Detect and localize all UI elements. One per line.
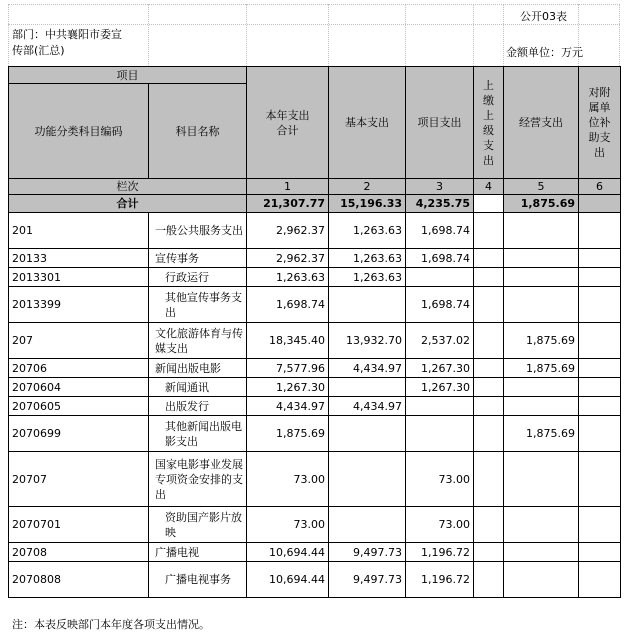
row-c2: 4,434.97 <box>329 397 406 416</box>
total-label: 合计 <box>9 195 247 213</box>
row-c6 <box>579 359 621 378</box>
row-c5 <box>504 213 579 249</box>
row-c1: 73.00 <box>247 452 329 507</box>
total-c2: 15,196.33 <box>329 195 406 213</box>
department-line-2: 传部(汇总) <box>12 44 65 57</box>
table-row <box>9 213 621 249</box>
table-row <box>9 507 621 543</box>
row-c6 <box>579 249 621 268</box>
table-row <box>9 378 621 397</box>
header-lanci: 栏次 <box>9 179 247 195</box>
row-c2: 13,932.70 <box>329 323 406 359</box>
total-c6 <box>579 195 621 213</box>
row-c1: 2,962.37 <box>247 249 329 268</box>
col-number-4: 4 <box>474 179 504 195</box>
table-row <box>9 268 621 287</box>
gridline <box>619 4 620 66</box>
table-row <box>9 543 621 562</box>
row-name: 文化旅游体育与传媒支出 <box>149 323 247 359</box>
col-number-3: 3 <box>406 179 474 195</box>
table-row <box>9 562 621 598</box>
row-c4 <box>474 416 504 452</box>
header-basic-expense: 基本支出 <box>329 67 406 179</box>
row-name: 新闻通讯 <box>149 378 247 397</box>
row-c3: 1,196.72 <box>406 562 474 598</box>
row-c5: 1,875.69 <box>504 323 579 359</box>
row-c2: 9,497.73 <box>329 543 406 562</box>
row-c2: 1,263.63 <box>329 249 406 268</box>
row-code: 20706 <box>9 359 149 378</box>
header-code: 功能分类科目编码 <box>9 84 149 179</box>
row-c5 <box>504 249 579 268</box>
header-project-expense: 项目支出 <box>406 67 474 179</box>
row-c5 <box>504 397 579 416</box>
row-name: 资助国产影片放映 <box>149 507 247 543</box>
row-c3: 73.00 <box>406 452 474 507</box>
table-row <box>9 397 621 416</box>
row-c1: 1,263.63 <box>247 268 329 287</box>
row-c4 <box>474 249 504 268</box>
col-number-6: 6 <box>579 179 621 195</box>
gridline <box>503 4 504 66</box>
row-c3 <box>406 397 474 416</box>
row-c6 <box>579 213 621 249</box>
row-c5 <box>504 287 579 323</box>
header-name: 科目名称 <box>149 84 247 179</box>
row-c2: 1,263.63 <box>329 268 406 287</box>
row-c1: 10,694.44 <box>247 562 329 598</box>
table-row <box>9 452 621 507</box>
row-name: 广播电视事务 <box>149 562 247 598</box>
total-c4 <box>474 195 504 213</box>
row-c5 <box>504 507 579 543</box>
table-row <box>9 323 621 359</box>
row-code: 2013399 <box>9 287 149 323</box>
row-c4 <box>474 378 504 397</box>
row-c2 <box>329 507 406 543</box>
row-c3 <box>406 268 474 287</box>
row-c6 <box>579 323 621 359</box>
row-c4 <box>474 397 504 416</box>
row-name: 出版发行 <box>149 397 247 416</box>
row-c2 <box>329 378 406 397</box>
row-code: 2070604 <box>9 378 149 397</box>
row-c3 <box>406 416 474 452</box>
table-row <box>9 287 621 323</box>
row-c3: 73.00 <box>406 507 474 543</box>
row-c2 <box>329 287 406 323</box>
row-code: 2070808 <box>9 562 149 598</box>
row-code: 2070699 <box>9 416 149 452</box>
total-c5: 1,875.69 <box>504 195 579 213</box>
row-c1: 73.00 <box>247 507 329 543</box>
row-c2 <box>329 416 406 452</box>
row-c6 <box>579 562 621 598</box>
gridline <box>328 4 329 66</box>
row-c1: 10,694.44 <box>247 543 329 562</box>
row-c2: 9,497.73 <box>329 562 406 598</box>
row-c6 <box>579 543 621 562</box>
row-c6 <box>579 452 621 507</box>
row-code: 20708 <box>9 543 149 562</box>
row-c1: 4,434.97 <box>247 397 329 416</box>
row-c1: 1,267.30 <box>247 378 329 397</box>
row-c6 <box>579 268 621 287</box>
row-c3: 1,196.72 <box>406 543 474 562</box>
row-c6 <box>579 507 621 543</box>
row-c2 <box>329 452 406 507</box>
row-c6 <box>579 416 621 452</box>
gridline <box>473 4 474 66</box>
header-subsidiary-subsidy-text: 对附属单位补助支出 <box>588 86 611 159</box>
row-c1: 7,577.96 <box>247 359 329 378</box>
row-c6 <box>579 397 621 416</box>
row-c4 <box>474 507 504 543</box>
row-c3: 1,267.30 <box>406 359 474 378</box>
row-code: 201 <box>9 213 149 249</box>
header-subsidiary-subsidy <box>579 67 621 179</box>
row-code: 20133 <box>9 249 149 268</box>
amount-unit: 金额单位：万元 <box>506 46 583 59</box>
row-name: 国家电影事业发展专项资金安排的支出 <box>149 452 247 507</box>
row-c3: 1,698.74 <box>406 213 474 249</box>
header-total-expense <box>247 67 329 179</box>
row-name: 其他宣传事务支出 <box>149 287 247 323</box>
row-c6 <box>579 378 621 397</box>
row-c3: 1,698.74 <box>406 287 474 323</box>
table-row <box>9 359 621 378</box>
row-c4 <box>474 213 504 249</box>
row-code: 2013301 <box>9 268 149 287</box>
row-c3: 1,267.30 <box>406 378 474 397</box>
row-name: 一般公共服务支出 <box>149 213 247 249</box>
row-code: 2070605 <box>9 397 149 416</box>
row-c1: 1,698.74 <box>247 287 329 323</box>
row-code: 2070701 <box>9 507 149 543</box>
row-code: 20707 <box>9 452 149 507</box>
row-c5: 1,875.69 <box>504 416 579 452</box>
row-c5 <box>504 562 579 598</box>
gridline <box>8 4 9 66</box>
gridline <box>8 24 620 25</box>
gridline <box>405 4 406 66</box>
header-remit-upper-text: 上缴上级支出 <box>483 78 494 167</box>
row-name: 广播电视 <box>149 543 247 562</box>
row-c5 <box>504 543 579 562</box>
gridline <box>148 4 149 66</box>
row-c4 <box>474 543 504 562</box>
row-c5 <box>504 268 579 287</box>
row-c3: 2,537.02 <box>406 323 474 359</box>
department-line-1: 部门：中共襄阳市委宣 <box>12 28 122 41</box>
row-c4 <box>474 287 504 323</box>
gridline <box>8 4 620 5</box>
gridline <box>246 4 247 66</box>
row-c2: 1,263.63 <box>329 213 406 249</box>
row-name: 其他新闻出版电影支出 <box>149 416 247 452</box>
row-c4 <box>474 268 504 287</box>
row-c4 <box>474 452 504 507</box>
footnote: 注：本表反映部门本年度各项支出情况。 <box>12 618 210 631</box>
col-number-1: 1 <box>247 179 329 195</box>
total-c1: 21,307.77 <box>247 195 329 213</box>
row-c1: 1,875.69 <box>247 416 329 452</box>
row-name: 行政运行 <box>149 268 247 287</box>
row-code: 207 <box>9 323 149 359</box>
table-row <box>9 249 621 268</box>
row-c5 <box>504 452 579 507</box>
form-number: 公开03表 <box>520 10 567 23</box>
header-operating-expense: 经营支出 <box>504 67 579 179</box>
row-c4 <box>474 323 504 359</box>
row-name: 新闻出版电影 <box>149 359 247 378</box>
total-row <box>9 195 621 213</box>
table-row <box>9 416 621 452</box>
row-c5: 1,875.69 <box>504 359 579 378</box>
row-c5 <box>504 378 579 397</box>
expenditure-table <box>8 66 621 598</box>
row-c3: 1,698.74 <box>406 249 474 268</box>
header-remit-upper <box>474 67 504 179</box>
row-c2: 4,434.97 <box>329 359 406 378</box>
header-total-expense-text: 本年支出合计 <box>265 108 310 137</box>
report-page <box>8 4 628 640</box>
col-number-5: 5 <box>504 179 579 195</box>
row-c1: 2,962.37 <box>247 213 329 249</box>
col-number-2: 2 <box>329 179 406 195</box>
row-c6 <box>579 287 621 323</box>
row-c1: 18,345.40 <box>247 323 329 359</box>
row-c4 <box>474 359 504 378</box>
row-name: 宣传事务 <box>149 249 247 268</box>
header-item: 项目 <box>9 67 247 84</box>
row-c4 <box>474 562 504 598</box>
total-c3: 4,235.75 <box>406 195 474 213</box>
